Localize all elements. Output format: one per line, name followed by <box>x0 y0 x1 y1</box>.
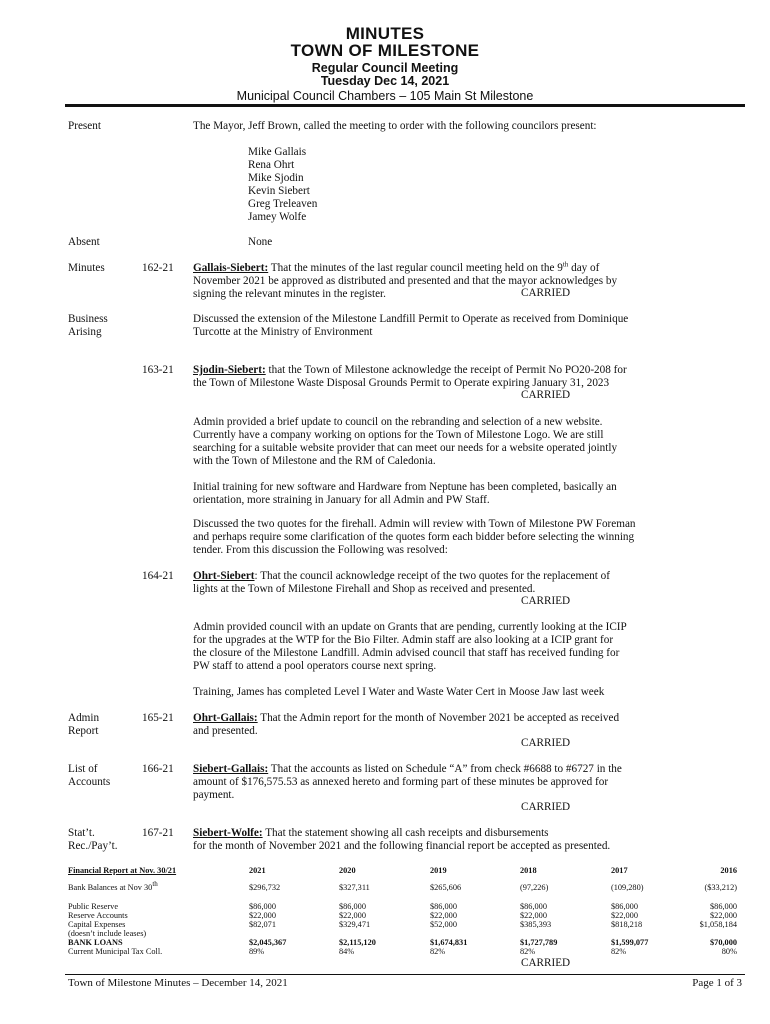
motion-text <box>193 262 599 275</box>
bank-balance-cell: ($33,212) <box>704 883 737 892</box>
motion-line: That the Admin report for the month of November 2021 be accepted as received <box>257 712 620 724</box>
absent-value: None <box>248 236 273 248</box>
capital-expenses-cell: $385,393 <box>520 920 552 929</box>
admin-label: Report <box>68 725 99 737</box>
capital-expenses-cell: $52,000 <box>430 920 457 929</box>
motion-number: 164-21 <box>142 570 174 582</box>
bank-balance-cell: $327,311 <box>339 883 370 892</box>
row-label-loans: BANK LOANS <box>68 938 123 947</box>
bank-balance-cell: (109,280) <box>611 883 644 892</box>
public-reserve-cell: $86,000 <box>710 902 737 911</box>
motion-line: the Town of Milestone Waste Disposal Grounds Permit to Operate expiring January 31, 2023 <box>193 377 610 389</box>
motion-line: day of <box>568 262 600 274</box>
paragraph-line: Initial training for new software and Hardware from Neptune has been completed, basically an <box>193 481 617 493</box>
year-header: 2018 <box>520 866 537 875</box>
motion-text <box>193 570 610 583</box>
year-header: 2019 <box>430 866 447 875</box>
tax-collection-cell: 82% <box>611 947 627 956</box>
town-name: TOWN OF MILESTONE <box>290 41 480 60</box>
reserve-accounts-cell: $22,000 <box>249 911 276 920</box>
admin-label: Admin <box>68 712 100 724</box>
paragraph-line: and perhaps require some clarification of the quotes form each bidder before selecting the winning <box>193 531 635 543</box>
superscript: th <box>562 260 569 269</box>
motion-line: and presented. <box>193 725 258 737</box>
councilor-item: Mike Gallais <box>248 146 307 158</box>
paragraph-line: orientation, more straining in January for all Admin and PW Staff. <box>193 494 490 506</box>
row-label-note: (doesn’t include leases) <box>68 929 147 938</box>
bank-loans-cell: $1,599,077 <box>611 938 649 947</box>
reserve-accounts-cell: $22,000 <box>520 911 547 920</box>
financial-heading: Financial Report at Nov. 30/21 <box>68 866 177 875</box>
councilor-item: Greg Treleaven <box>248 198 318 210</box>
motion-number: 166-21 <box>142 763 174 775</box>
motion-mover: Siebert-Gallais: <box>193 763 269 775</box>
motion-line: that the Town of Milestone acknowledge the receipt of Permit No PO20-208 for <box>265 364 627 376</box>
paragraph-line: with the Town of Milestone and the RM of Caledonia. <box>193 455 436 467</box>
motion-line: signing the relevant minutes in the register. <box>193 288 386 300</box>
carried-label: CARRIED <box>521 595 571 607</box>
footer-left: Town of Milestone Minutes – December 14, 2021 <box>68 977 288 989</box>
motion-line: : That the council acknowledge receipt of the two quotes for the replacement of <box>254 570 610 582</box>
councilor-item: Jamey Wolfe <box>248 211 307 223</box>
motion-text <box>193 364 627 377</box>
motion-number: 163-21 <box>142 364 174 376</box>
capital-expenses-cell: $1,058,184 <box>699 920 737 929</box>
paragraph-line: Admin provided council with an update on Grants that are pending, currently looking at the ICIP <box>193 621 627 633</box>
reserve-accounts-cell: $22,000 <box>710 911 737 920</box>
public-reserve-cell: $86,000 <box>611 902 638 911</box>
carried-label: CARRIED <box>521 801 571 813</box>
bank-balance-cell: (97,226) <box>520 883 549 892</box>
paragraph-line: searching for a suitable website provider that can meet our needs for a website operated jointly <box>193 442 618 454</box>
year-header: 2017 <box>611 866 628 875</box>
footer-rule <box>65 974 745 975</box>
motion-text <box>193 712 619 725</box>
tax-collection-cell: 82% <box>520 947 536 956</box>
reserve-accounts-cell: $22,000 <box>339 911 366 920</box>
accounts-label: Accounts <box>68 776 111 788</box>
carried-label: CARRIED <box>521 287 571 299</box>
paragraph-line: Admin provided a brief update to council on the rebranding and selection of a new website. <box>193 416 603 428</box>
motion-mover: Siebert-Wolfe: <box>193 827 263 839</box>
tax-collection-cell: 89% <box>249 947 265 956</box>
year-header: 2020 <box>339 866 356 875</box>
business-label: Business <box>68 313 108 325</box>
superscript: th <box>152 880 158 889</box>
page-number: Page 1 of 3 <box>692 977 742 989</box>
tax-collection-cell: 80% <box>721 947 737 956</box>
capital-expenses-cell: $818,218 <box>611 920 643 929</box>
carried-label: CARRIED <box>521 737 571 749</box>
motion-text <box>193 827 549 840</box>
paragraph-line: PW staff to attend a pool operators course next spring. <box>193 660 437 672</box>
motion-line: November 2021 be approved as distributed and presented and that the mayor acknowledges by <box>193 275 618 287</box>
meeting-date: Tuesday Dec 14, 2021 <box>320 74 450 88</box>
paragraph-line: for the upgrades at the WTP for the Bio Filter. Admin staff are also looking at a ICIP grant for <box>193 634 614 646</box>
capital-expenses-cell: $329,471 <box>339 920 371 929</box>
absent-label: Absent <box>68 236 100 248</box>
motion-line: That the statement showing all cash receipts and disbursements <box>262 827 549 839</box>
motion-line: That the accounts as listed on Schedule “A” from check #6688 to #6727 in the <box>268 763 622 775</box>
tax-collection-cell: 82% <box>430 947 446 956</box>
row-label-tax: Current Municipal Tax Coll. <box>68 947 163 956</box>
motion-line: for the month of November 2021 and the following financial report be accepted as presented. <box>193 840 611 852</box>
paragraph-line: Training, James has completed Level I Water and Waste Water Cert in Moose Jaw last week <box>193 686 605 698</box>
present-text: The Mayor, Jeff Brown, called the meeting to order with the following councilors present: <box>193 120 597 132</box>
bank-balance-cell: $296,732 <box>249 883 281 892</box>
councilor-item: Rena Ohrt <box>248 159 295 171</box>
present-label: Present <box>68 120 101 132</box>
motion-text <box>193 763 622 776</box>
statement-label: Rec./Pay’t. <box>68 840 118 852</box>
paragraph-line: the closure of the Milestone Landfill. Admin advised council that staff has received funding for <box>193 647 620 659</box>
row-label: Bank Balances at Nov 30 <box>68 883 153 892</box>
motion-mover: Sjodin-Siebert: <box>193 364 266 376</box>
year-header: 2021 <box>249 866 266 875</box>
public-reserve-cell: $86,000 <box>520 902 547 911</box>
bank-loans-cell: $2,115,120 <box>339 938 376 947</box>
reserve-accounts-cell: $22,000 <box>430 911 457 920</box>
paragraph-line: Currently have a company working on options for the Town of Milestone Logo. We are still <box>193 429 604 441</box>
motion-number: 167-21 <box>142 827 174 839</box>
motion-line: That the minutes of the last regular council meeting held on the 9 <box>268 262 563 274</box>
business-text: Turcotte at the Ministry of Environment <box>193 326 373 338</box>
bank-loans-cell: $1,674,831 <box>430 938 468 947</box>
accounts-label: List of <box>68 763 98 775</box>
motion-line: amount of $176,575.53 as annexed hereto and forming part of these minutes be approved for <box>193 776 609 788</box>
minutes-label: Minutes <box>68 262 105 274</box>
bank-loans-cell: $1,727,789 <box>520 938 558 947</box>
motion-number: 165-21 <box>142 712 174 724</box>
document-title: MINUTES <box>345 24 425 43</box>
row-label-capital: Capital Expenses <box>68 920 126 929</box>
row-label-public: Public Reserve <box>68 902 119 911</box>
business-label: Arising <box>68 326 102 338</box>
public-reserve-cell: $86,000 <box>249 902 276 911</box>
public-reserve-cell: $86,000 <box>430 902 457 911</box>
carried-label: CARRIED <box>521 389 571 401</box>
carried-label: CARRIED <box>521 957 571 969</box>
tax-collection-cell: 84% <box>339 947 355 956</box>
bank-loans-cell: $70,000 <box>710 938 737 947</box>
reserve-accounts-cell: $22,000 <box>611 911 638 920</box>
meeting-location: Municipal Council Chambers – 105 Main St Milestone <box>236 89 534 103</box>
motion-line: lights at the Town of Milestone Firehall and Shop as received and presented. <box>193 583 536 595</box>
bank-balance-cell: $265,606 <box>430 883 462 892</box>
motion-mover: Gallais-Siebert: <box>193 262 269 274</box>
capital-expenses-cell: $82,071 <box>249 920 276 929</box>
header-rule <box>65 104 745 107</box>
public-reserve-cell: $86,000 <box>339 902 366 911</box>
paragraph-line: Discussed the two quotes for the firehall. Admin will review with Town of Milestone PW Foreman <box>193 518 636 530</box>
row-label-reserve: Reserve Accounts <box>68 911 128 920</box>
motion-mover: Ohrt-Gallais: <box>193 712 258 724</box>
year-header: 2016 <box>720 866 737 875</box>
statement-label: Stat’t. <box>68 827 95 839</box>
motion-mover: Ohrt-Siebert <box>193 570 255 582</box>
business-text: Discussed the extension of the Milestone Landfill Permit to Operate as received from Dominique <box>193 313 629 325</box>
motion-line: payment. <box>193 789 235 801</box>
meeting-type: Regular Council Meeting <box>311 61 459 75</box>
paragraph-line: tender. From this discussion the Following was resolved: <box>193 544 448 556</box>
councilor-item: Kevin Siebert <box>248 185 310 197</box>
row-label-bank <box>68 880 158 893</box>
bank-loans-cell: $2,045,367 <box>249 938 287 947</box>
motion-number: 162-21 <box>142 262 174 274</box>
councilor-item: Mike Sjodin <box>248 172 304 184</box>
